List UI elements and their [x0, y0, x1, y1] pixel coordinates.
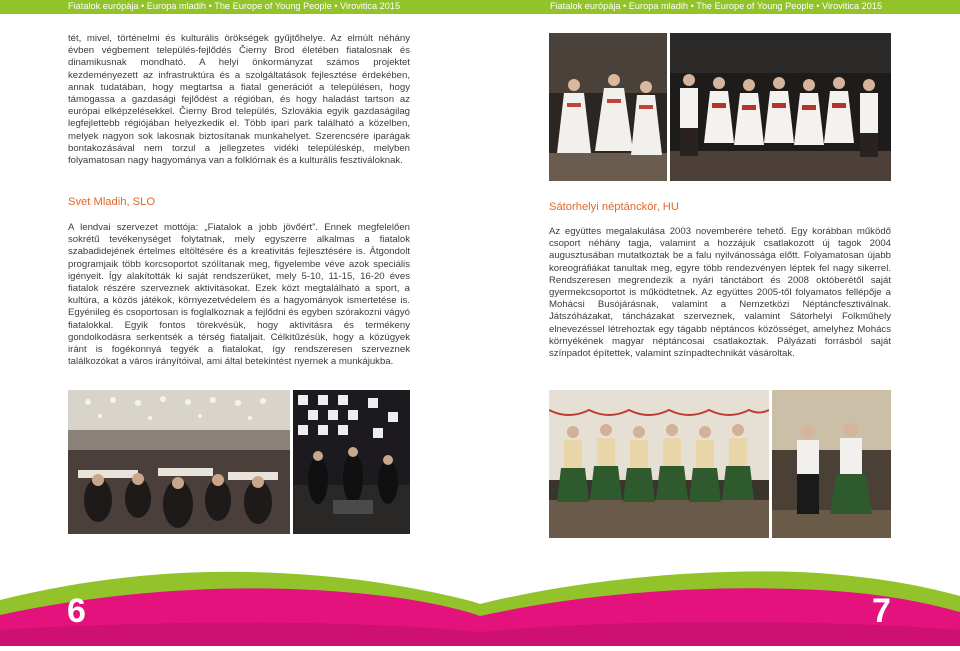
- left-page-number: 6: [67, 592, 86, 630]
- bottom-decoration: [0, 560, 960, 646]
- right-section-text: Az együttes megalakulása 2003 novemberére tehető. Egy korábban működő csoport néhány tagja, valamint a hozzájuk csatlakozott új tagok 2004 augusztusában mutatkoztak be a falu nyilvánossága előtt. Folyamatosan újabb koreográfiákat tanultak meg, egyre több rendezvényen léptek fel nagy sikerrel. Rendszeresen megrendezik a nyári tánctábort és 2008 októberétől saját gyermekcsoportot is működtetnek. Az együttes 2005-től folyamatos fellépője a Mohácsi Busójárásnak, valamint a Nemzetközi Néptáncfesztiválnak. Játszóházakat, táncházakat szerveznek, valamint Sátorhelyi Folkműhely elnevezéssel létrehoztak egy tágabb néptáncos közösséget, amelyhez Mohács környékének magyar néptáncosai csatlakoztak. Pályázati forrásból saját színpadot építettek, valamint színpadtechnikát vásároltak.: [549, 226, 891, 360]
- right-page-number: 7: [872, 592, 891, 630]
- band-stage-photo: [293, 390, 410, 534]
- left-intro-text: tét, mivel, történelmi és kulturális örökségek gyűjtőhelye. Az elmúlt néhány évben végbement település-fejlődés Čierny Brod életében fiatalosnak és dinamikusnak mondható. A helyi önkormányzat számos projektet kezdeményezett az infrastruktúra és a szolgáltatások fejlesztése érdekében, annak tudatában, hogy megtartsa a fiatal generációt a településen, hogy támogassa a gazdasági fejlődést a régióban, és hogy haladást tartson az európai elképzelésekkel. Čierny Brod település, Szlovákia egyik gazdaságilag legfejlettebb régiójában helyezkedik el. Több ipari park található a közelben, melyek nagyon sok lakosnak biztosítanak munkahelyet. Szerencsére iparágak bontakozásával nem torzul a jellegzetes vidéki településkép, melyben folyamatosan nagy hagyománya van a folklórnak és a kulturális fesztiváloknak.: [68, 33, 410, 167]
- header-right-text: Fiatalok európája • Europa mladih • The Europe of Young People • Virovitica 2015: [550, 1, 883, 11]
- dancers-performing-photo: [549, 33, 667, 181]
- left-section-paragraph: [68, 222, 410, 368]
- couple-dancers-photo: [772, 390, 891, 538]
- left-intro-paragraph: [68, 33, 410, 167]
- header-left-text: Fiatalok európája • Europa mladih • The Europe of Young People • Virovitica 2015: [68, 1, 401, 11]
- header-bar: [0, 0, 960, 14]
- folk-dance-group-stage-photo: [670, 33, 891, 181]
- right-section-paragraph: [549, 226, 891, 360]
- banquet-hall-photo: [68, 390, 290, 534]
- left-section-text: A lendvai szervezet mottója: „Fiatalok a jobb jövőért”. Ennek megfelelően sokrétű tevékenységet folytatnak, mely egyszerre alkalmas a fiatalok szabadidejének értelmes eltöltésére és a kreativitás fejlesztésére is. Átgondolt programjaik több korcsoportot szólítanak meg, figyelembe véve azok speciális igényeit. Így alakították ki saját rendszerüket, mely 5-10, 11-15, 16-20 éves fiatalok részére szerveznek aktivitásokat. Ezek közt megtalálható a sport, a kultúra, a közös játékok, környezetvédelem és a hagyományok ismertetése is. Egyénileg és csoportosan is foglalkoznak a fejlődni és egyben szórakozni vágyó fiatalokkal. Egyik fontos törekvésük, hogy aktivitásra és termékeny gondolkodásra serkentsék a térség fiataljait. Célkitűzésük, hogy a közügyek iránt is fogékonnyá tegyék a fiatalokat, így rendszeresen szerveznek találkozókat a város irányítóival, ami által betekintést nyernek a munkájukba.: [68, 222, 410, 368]
- girls-dance-group-photo: [549, 390, 769, 538]
- left-section-heading: Svet Mladih, SLO: [68, 196, 156, 208]
- right-section-heading: Sátorhelyi néptánckör, HU: [549, 201, 679, 213]
